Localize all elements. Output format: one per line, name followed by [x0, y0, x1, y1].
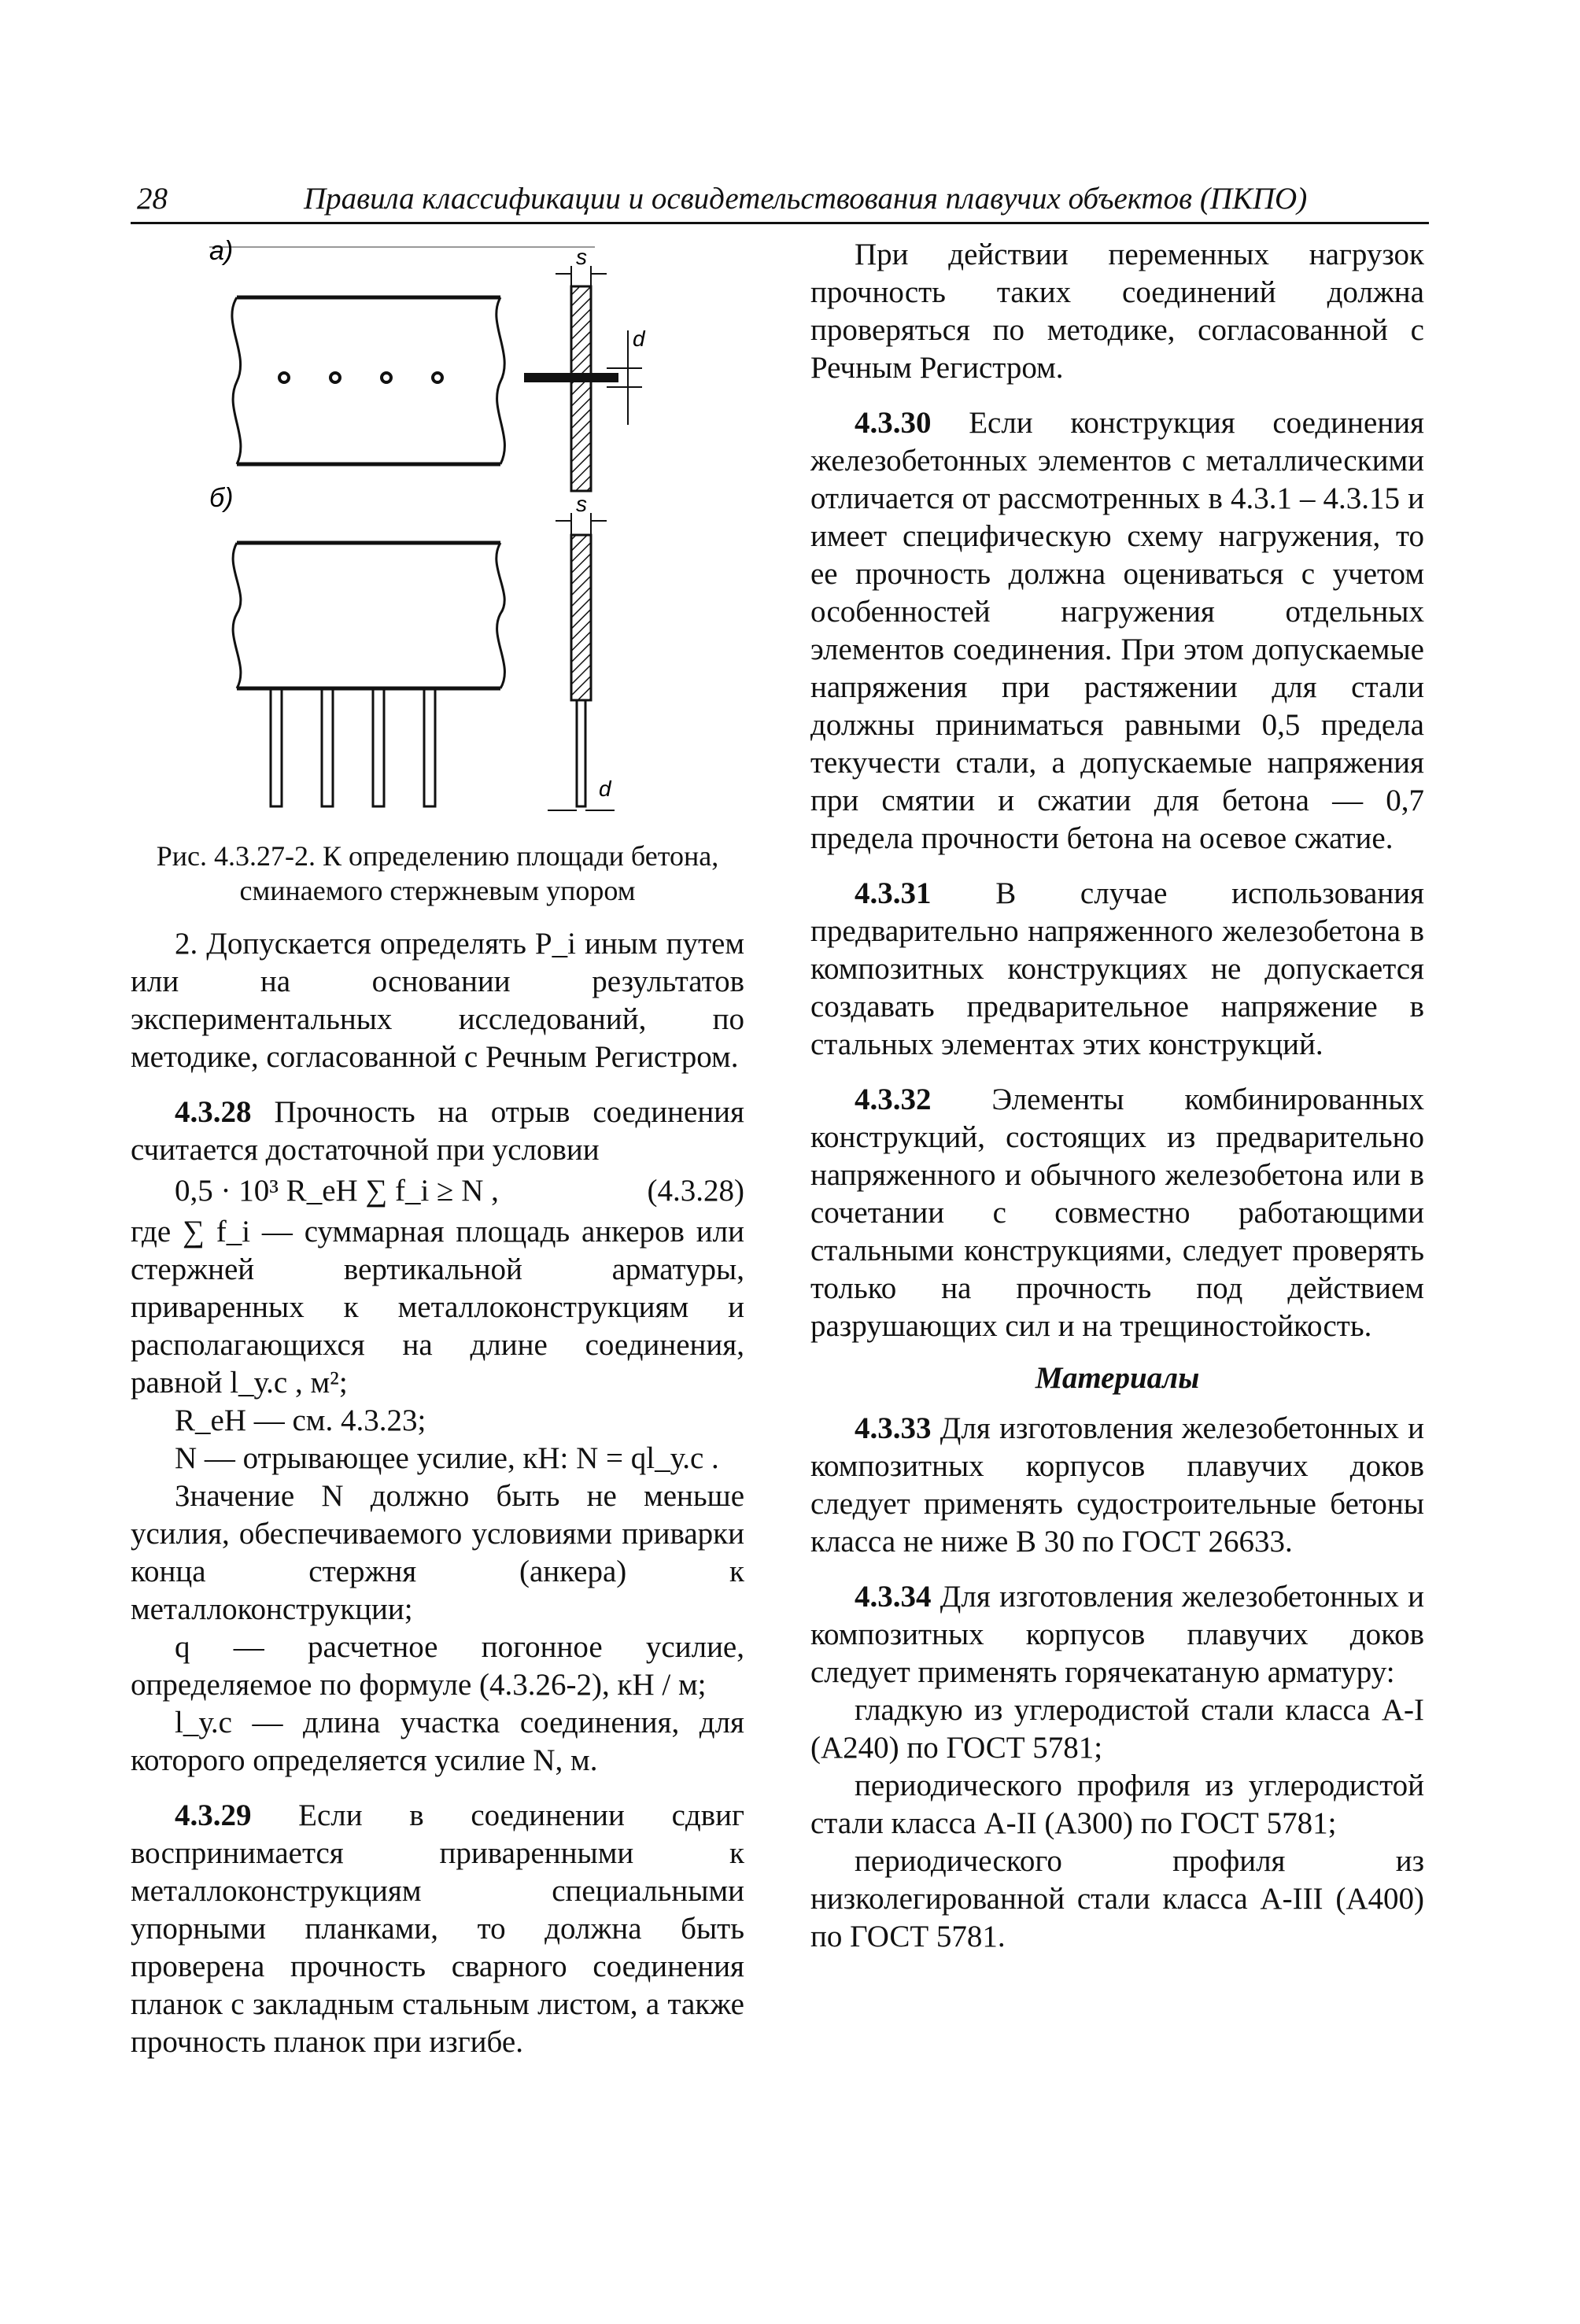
anchor-dot: [279, 373, 289, 382]
clause-4-3-29: 4.3.29 Если в соединении сдвиг воспринимается приваренными к металлоконструкциям специальными упорными планками, то должна быть проверена прочность сварного соединения планок с закладным стальным листом, а также прочность планок при изгибе.: [131, 1798, 744, 2059]
anchor-dot: [382, 373, 391, 382]
clause-4-3-34: 4.3.34 Для изготовления железобетонных и композитных корпусов плавучих доков следует применять горячекатаную арматуру:: [810, 1580, 1424, 1689]
anchor-dot: [330, 373, 340, 382]
stud-section: [577, 700, 585, 806]
section-title-materials: Материалы: [1035, 1361, 1200, 1395]
stud: [322, 688, 333, 806]
dim-s-a: s: [576, 245, 587, 269]
n-definition: N — отрывающее усилие, кН: N = ql_у.с .: [175, 1441, 719, 1475]
l-definition: l_у.с — длина участка соединения, для которого определяется усилие N, м.: [131, 1706, 744, 1777]
page-header: [131, 175, 1429, 224]
where-definition: где ∑ f_i — суммарная площадь анкеров или стержней вертикальной арматуры, приваренных к металлоконструкциям и располагающихся на длине соединения, равной l_у.с , м²;: [131, 1215, 744, 1400]
stud: [373, 688, 384, 806]
reh-definition: R_еН — см. 4.3.23;: [175, 1404, 426, 1437]
formula-4-3-28: [131, 1172, 744, 1210]
list-item: периодического профиля из углеродистой стали класса А-II (А300) по ГОСТ 5781;: [810, 1769, 1424, 1840]
formula-number: (4.3.28): [647, 1174, 744, 1208]
clause-4-3-31: 4.3.31 В случае использования предварительно напряженного железобетона в композитных конструкциях не допускается создавать предварительное напряжение в стальных элементах этих конструкций.: [810, 876, 1424, 1061]
clause-4-3-30: 4.3.30 Если конструкция соединения железобетонных элементов с металлическими отличается от рассмотренных в 4.3.1 – 4.3.15 и имеет специфическую схему нагружения, то ее прочность должна оцениваться с учетом особенностей нагружения отдельных элементов соединения. При этом допускаемые напряжения при растяжении для стали должны приниматься равными 0,5 предела текучести стали, а допускаемые напряжения при смятии и сжатии для бетона — 0,7 предела прочности бетона на осевое сжатие.: [810, 406, 1424, 855]
stud: [424, 688, 435, 806]
q-definition: q — расчетное погонное усилие, определяемое по формуле (4.3.26-2), кН / м;: [131, 1630, 744, 1702]
dim-d-a: d: [633, 326, 645, 351]
dim-s-b: s: [576, 492, 587, 516]
running-title: Правила классификации и освидетельствования плавучих объектов (ПКПО): [304, 182, 1308, 216]
figure-caption-line1: Рис. 4.3.27-2. К определению площади бетона,: [156, 840, 719, 872]
right-column: [810, 236, 1424, 1956]
figure-caption-line2: сминаемого стержневым упором: [239, 875, 636, 906]
fig-label-b: б): [209, 483, 234, 513]
left-column: [131, 236, 744, 2061]
clause-4-3-28: 4.3.28 Прочность на отрыв соединения считается достаточной при условии: [131, 1095, 744, 1167]
plate-section-b: [571, 535, 591, 700]
dim-d-b: d: [599, 777, 611, 801]
formula-expression: 0,5 · 10³ R_еН ∑ f_i ≥ N ,: [175, 1174, 499, 1208]
note-2: 2. Допускается определять P_i иным путем или на основании результатов экспериментальных исследований, по методике, согласованной с Речным Регистром.: [131, 927, 744, 1074]
anchor-bar-section: [524, 373, 618, 382]
n-value-note: Значение N должно быть не меньше усилия, обеспечиваемого условиями приварки конца стержня (анкера) к металлоконструкции;: [131, 1479, 744, 1626]
fig-label-a: а): [209, 236, 234, 266]
plate-section-a: [571, 286, 591, 491]
page-number: 28: [137, 182, 168, 216]
figure-4-3-27-2: [162, 236, 713, 834]
stud: [271, 688, 282, 806]
anchor-dot: [433, 373, 442, 382]
clause-4-3-33: 4.3.33 Для изготовления железобетонных и композитных корпусов плавучих доков следует применять судостроительные бетоны класса не ниже В 30 по ГОСТ 26633.: [810, 1411, 1424, 1559]
variable-loads-paragraph: При действии переменных нагрузок прочность таких соединений должна проверяться по методике, согласованной с Речным Регистром.: [810, 238, 1424, 385]
list-item: гладкую из углеродистой стали класса А-I (А240) по ГОСТ 5781;: [810, 1693, 1424, 1765]
clause-4-3-32: 4.3.32 Элементы комбинированных конструкций, состоящих из предварительно напряженного и обычного железобетона или в сочетании с совместно работающими стальными конструкциями, следует проверять только на прочность под действием разрушающих сил и на трещиностойкость.: [810, 1083, 1424, 1343]
list-item: периодического профиля из низколегированной стали класса А-III (А400) по ГОСТ 5781.: [810, 1844, 1424, 1953]
